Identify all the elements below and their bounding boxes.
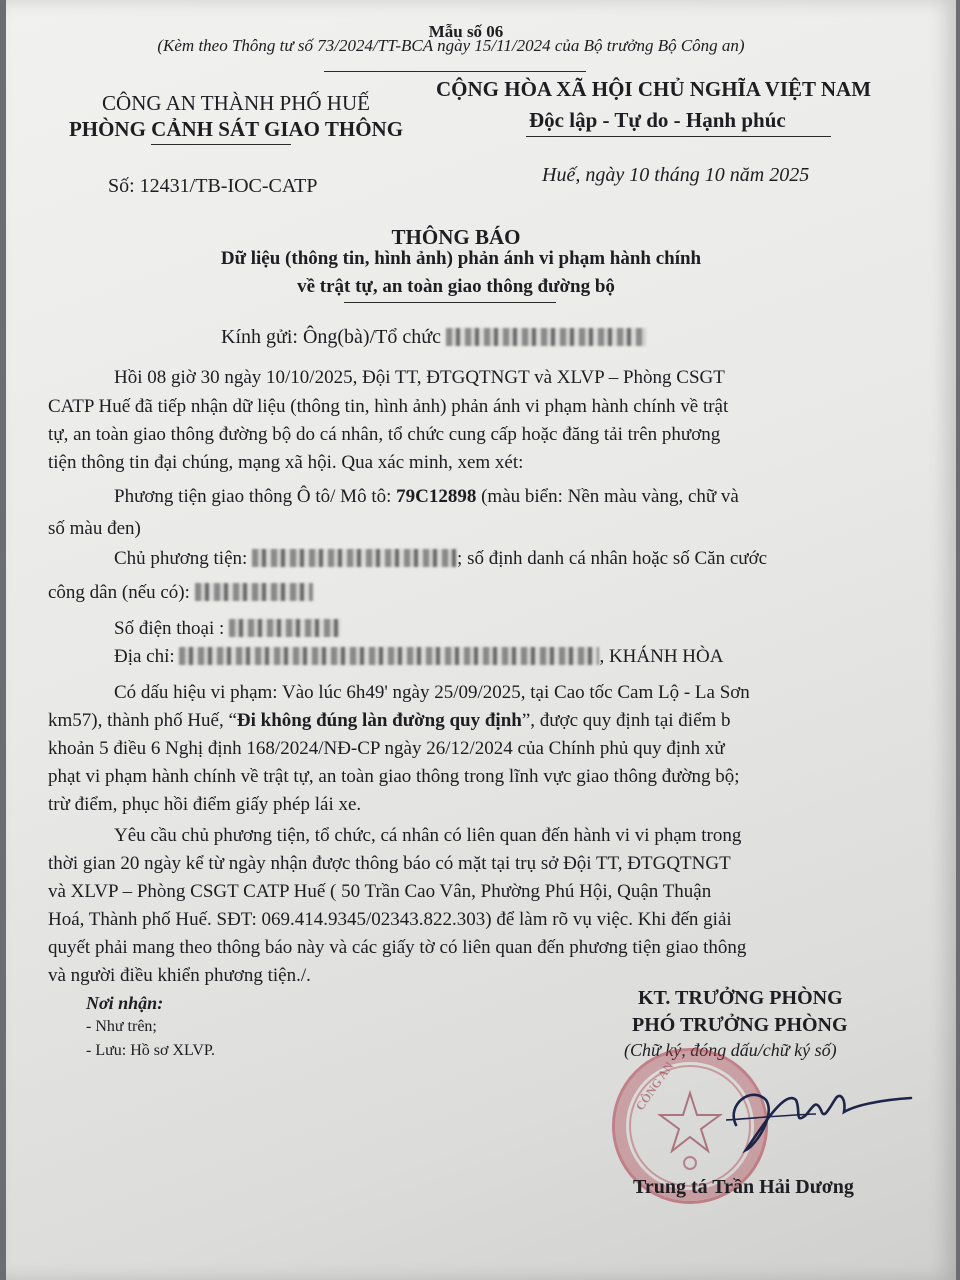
recipient-label: Kính gửi: Ông(bà)/Tổ chức — [221, 326, 441, 348]
owner-id-label-cont: công dân (nếu có): — [48, 582, 190, 603]
intro-line-3: tự, an toàn giao thông đường bộ do cá nhân, tổ chức cung cấp hoặc đăng tải trên phương — [48, 424, 721, 445]
violation-line-2 — [48, 710, 731, 732]
signature-note: (Chữ ký, đóng dấu/chữ ký số) — [624, 1040, 837, 1060]
phone-line — [114, 618, 341, 640]
owner-line — [114, 548, 767, 570]
issuer-underline — [151, 144, 291, 145]
form-reference: (Kèm theo Thông tư số 73/2024/TT-BCA ngày 15/11/2024 của Bộ trưởng Bộ Công an) — [157, 36, 745, 55]
violation-line-1: Có dấu hiệu vi phạm: Vào lúc 6h49' ngày 25/09/2025, tại Cao tốc Cam Lộ - La Sơn — [114, 682, 750, 703]
state-line2: Độc lập - Tự do - Hạnh phúc — [529, 108, 786, 132]
recipients-item-1: - Như trên; — [86, 1018, 157, 1035]
handwritten-signature — [696, 1070, 926, 1160]
owner-id-label: ; số định danh cá nhân hoặc số Căn cước — [457, 548, 768, 569]
phone-label: Số điện thoại : — [114, 618, 225, 639]
address-province: , KHÁNH HÒA — [599, 646, 724, 667]
notice-document — [6, 0, 956, 1280]
request-line-1: Yêu cầu chủ phương tiện, tổ chức, cá nhân có liên quan đến hành vi vi phạm trong — [114, 825, 742, 846]
address-line — [114, 646, 723, 668]
redacted-owner-id — [195, 583, 313, 601]
issuer-line1: CÔNG AN THÀNH PHỐ HUẾ — [102, 91, 370, 115]
redacted-phone — [229, 619, 341, 637]
issuer-line2: PHÒNG CẢNH SÁT GIAO THÔNG — [68, 117, 404, 141]
header-divider — [324, 71, 586, 72]
violation-legal-ref: ”, được quy định tại điểm b — [521, 710, 731, 731]
recipients-title: Nơi nhận: — [86, 993, 164, 1013]
vehicle-line — [114, 486, 739, 508]
notice-subtitle-1: Dữ liệu (thông tin, hình ảnh) phản ánh vi phạm hành chính — [220, 248, 702, 269]
violation-line-4: phạt vi phạm hành chính về trật tự, an toàn giao thông trong lĩnh vực giao thông đường bộ; — [48, 766, 740, 787]
signer-role-1: KT. TRƯỞNG PHÒNG — [638, 987, 843, 1009]
signer-name: Trung tá Trần Hải Dương — [633, 1176, 854, 1198]
state-line1: CỘNG HÒA XÃ HỘI CHỦ NGHĨA VIỆT NAM — [436, 77, 872, 101]
redacted-owner-name — [252, 549, 457, 567]
request-line-5: quyết phải mang theo thông báo này và các giấy tờ có liên quan đến phương tiện giao thông — [48, 937, 747, 958]
request-line-4: Hoá, Thành phố Huế. SĐT: 069.414.9345/02343.822.303) để làm rõ vụ việc. Khi đến giải — [48, 909, 732, 930]
form-number: Mẫu số 06 — [428, 22, 504, 41]
request-line-3: và XLVP – Phòng CSGT CATP Huế ( 50 Trần Cao Vân, Phường Phú Hội, Quận Thuận — [48, 881, 712, 902]
owner-label: Chủ phương tiện: — [114, 548, 248, 569]
intro-line-1: Hồi 08 giờ 30 ngày 10/10/2025, Đội TT, ĐTGQTNGT và XLVP – Phòng CSGT — [114, 367, 725, 388]
document-number: Số: 12431/TB-IOC-CATP — [108, 175, 318, 197]
vehicle-label: Phương tiện giao thông Ô tô/ Mô tô: — [114, 486, 392, 507]
notice-title: THÔNG BÁO — [391, 225, 521, 249]
redacted-recipient — [446, 328, 646, 346]
plate-description: (màu biển: Nền màu vàng, chữ và — [481, 486, 739, 507]
intro-line-4: tiện thông tin đại chúng, mạng xã hội. Qua xác minh, xem xét: — [48, 452, 524, 473]
notice-subtitle-2: về trật tự, an toàn giao thông đường bộ — [297, 276, 615, 297]
owner-id-line — [48, 582, 313, 604]
document-date: Huế, ngày 10 tháng 10 năm 2025 — [542, 164, 810, 186]
request-line-6: và người điều khiển phương tiện./. — [48, 965, 311, 986]
license-plate: 79C12898 — [396, 486, 477, 507]
recipients-item-2: - Lưu: Hồ sơ XLVP. — [86, 1042, 215, 1059]
request-line-2: thời gian 20 ngày kể từ ngày nhận được thông báo có mặt tại trụ sở Đội TT, ĐTGQTNGT — [48, 853, 731, 874]
violation-line-3: khoản 5 điều 6 Nghị định 168/2024/NĐ-CP ngày 26/12/2024 của Chính phủ quy định xử — [48, 738, 725, 759]
recipient-line — [221, 326, 646, 349]
violation-offense: Đi không đúng làn đường quy định — [236, 710, 522, 731]
violation-line-5: trừ điểm, phục hồi điểm giấy phép lái xe. — [48, 794, 362, 815]
state-underline — [526, 136, 831, 137]
title-underline — [344, 302, 556, 303]
intro-line-2: CATP Huế đã tiếp nhận dữ liệu (thông tin, hình ảnh) phản ánh vi phạm hành chính về trật — [48, 396, 729, 417]
seal-text: CÔNG AN — [632, 1059, 677, 1114]
signer-role-2: PHÓ TRƯỞNG PHÒNG — [632, 1014, 848, 1036]
redacted-address — [179, 647, 599, 665]
violation-location-end: km57), thành phố Huế, “ — [48, 710, 237, 731]
address-label: Địa chỉ: — [114, 646, 175, 667]
plate-description-cont: số màu đen) — [48, 518, 141, 539]
